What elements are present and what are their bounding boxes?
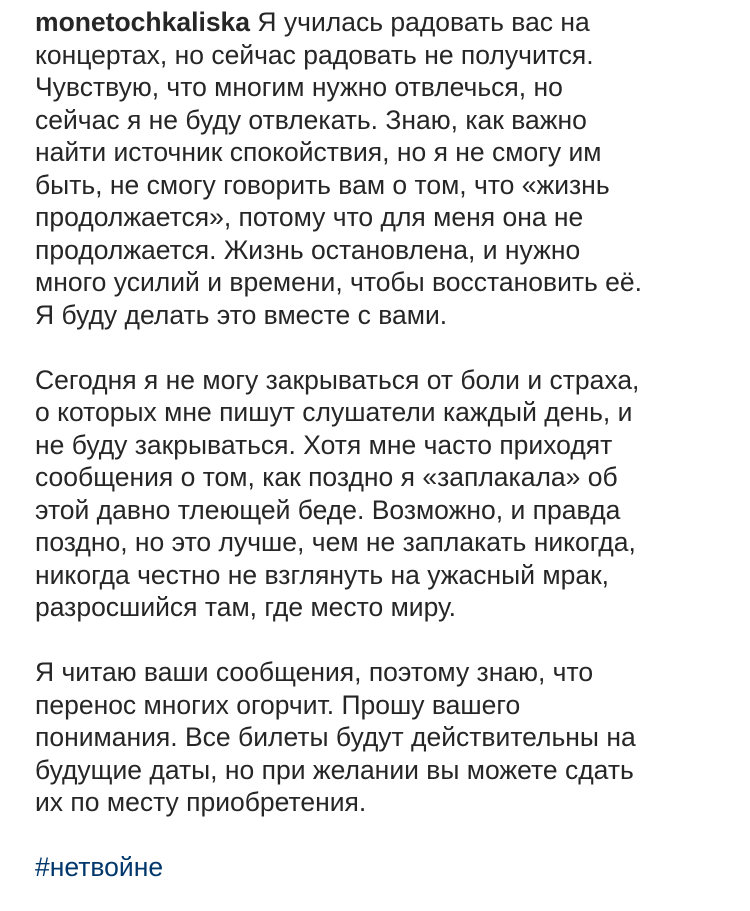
caption-line: концертах, но сейчас радовать не получится. xyxy=(35,39,594,70)
caption-line: о которых мне пишут слушатели каждый день, и xyxy=(35,397,633,427)
caption-paragraph-3 xyxy=(35,656,735,819)
caption-line: Сегодня я не могу закрываться от боли и страха, xyxy=(35,364,640,395)
caption-line: Я буду делать это вместе с вами. xyxy=(35,299,448,330)
caption-line: будущие даты, но при желании вы можете сдать xyxy=(35,754,634,785)
caption-line: перенос многих огорчит. Прошу вашего xyxy=(35,689,521,720)
caption-line: Чувствую, что многим нужно отвлечься, но xyxy=(35,72,563,102)
username-link[interactable]: monetochkaliska xyxy=(35,7,251,37)
post-caption xyxy=(35,6,735,884)
caption-line: продолжается», потому что для меня она не xyxy=(35,202,584,232)
caption-line: не буду закрываться. Хотя мне часто приходят xyxy=(35,429,613,460)
caption-line: много усилий и времени, чтобы восстановить её. xyxy=(35,267,643,297)
caption-line: быть, не смогу говорить вам о том, что «жизнь xyxy=(35,169,610,200)
caption-line: понимания. Все билеты будут действительны на xyxy=(35,722,636,752)
caption-paragraph-2 xyxy=(35,364,735,624)
caption-line: найти источник спокойствия, но я не смогу им xyxy=(35,137,602,167)
caption-paragraph-1 xyxy=(35,6,735,331)
caption-line: никогда честно не взглянуть на ужасный мрак, xyxy=(35,559,610,590)
caption-line: продолжается. Жизнь остановлена, и нужно xyxy=(35,234,581,265)
hashtag-link[interactable]: #нетвойне xyxy=(35,852,164,882)
caption-line: Я читаю ваши сообщения, поэтому знаю, что xyxy=(35,657,594,687)
caption-text: Я училась радовать вас на xyxy=(250,7,590,37)
caption-line: разросшийся там, где место миру. xyxy=(35,592,457,622)
caption-line: сообщения о том, как поздно я «заплакала» об xyxy=(35,462,618,492)
caption-line: этой давно тлеющей беде. Возможно, и правда xyxy=(35,494,621,525)
caption-line xyxy=(35,6,735,39)
caption-line: их по месту приобретения. xyxy=(35,787,367,817)
caption-line: поздно, но это лучше, чем не заплакать никогда, xyxy=(35,527,636,557)
caption-line: сейчас я не буду отвлекать. Знаю, как важно xyxy=(35,104,587,135)
hashtag-paragraph xyxy=(35,851,735,884)
